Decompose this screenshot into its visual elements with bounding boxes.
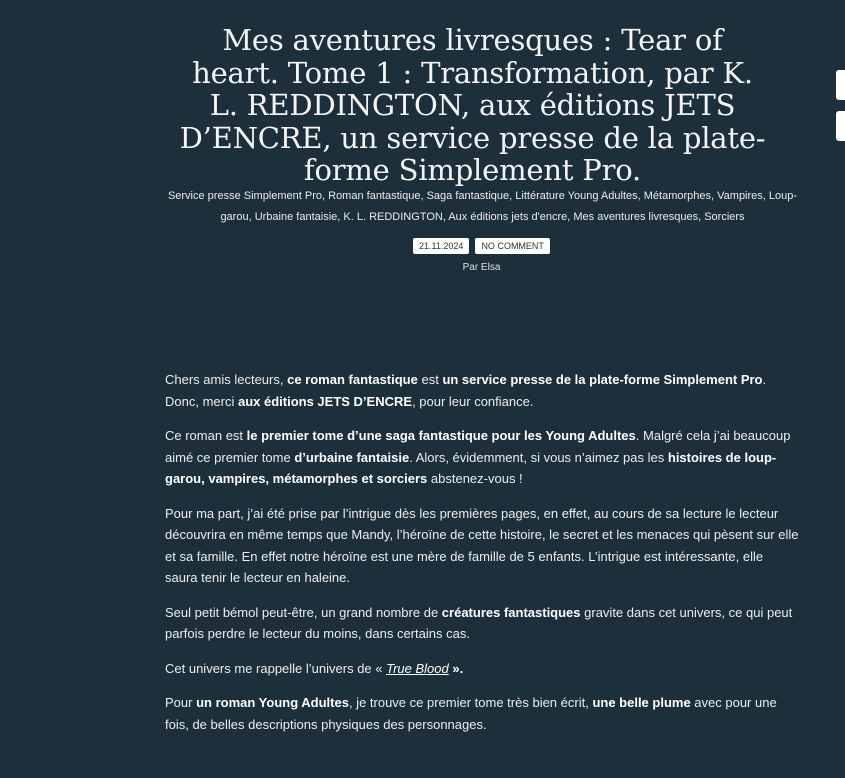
category-link[interactable]: Littérature Young Adultes xyxy=(515,190,638,202)
category-link[interactable]: Urbaine fantaisie xyxy=(254,211,338,223)
paragraph: Seul petit bémol peut-être, un grand nombre de créatures fantastiques gravite dans cet univers, ce qui peut parfois perdre le lecteur du moins, dans certains cas. xyxy=(165,604,793,641)
paragraph: Chers amis lecteurs, ce roman fantastique est un service presse de la plate-forme Simplement Pro. Donc, merci aux éditions JETS D’ENCRE, pour leur confiance. xyxy=(165,372,767,409)
category-link[interactable]: Service presse Simplement Pro xyxy=(167,190,322,202)
category-link[interactable]: Roman fantastique xyxy=(328,190,421,202)
post-content xyxy=(165,369,799,748)
category-link[interactable]: Mes aventures livresques xyxy=(573,211,699,223)
category-link[interactable]: Vampires xyxy=(717,190,763,202)
category-list: Service presse Simplement Pro, Roman fantastique, Saga fantastique, Littérature Young Adultes, Métamorphes, Vampires, Loup-garou, Urbaine fantaisie, K. L. REDDINGTON, Aux éditions jets d'encre, Mes aventures livresques, Sorciers xyxy=(167,190,798,223)
comments-badge[interactable]: NO COMMENT xyxy=(475,238,550,254)
paragraph: Ce roman est le premier tome d’une saga fantastique pour les Young Adultes. Malgré cela j’ai beaucoup aimé ce premier tome d’urbaine fantaisie. Alors, évidemment, si vous n’aimez pas les histoires de loup-garou, vampires, métamorphes et sorciers abstenez-vous ! xyxy=(165,428,791,486)
post-author: Par Elsa xyxy=(462,262,501,273)
date-badge[interactable]: 21.11.2024 xyxy=(413,238,469,254)
category-link[interactable]: Loup-garou xyxy=(220,190,798,223)
paragraph: Pour ma part, j’ai été prise par l’intrigue dès les premières pages, en effet, au cours de sa lecture le lecteur découvrira en même temps que Mandy, l’héroïne de cette histoire, le secret et les menaces qui pèsent sur elle et sa famille. En effet notre héroïne est une mère de famille de 5 enfants. L’intrigue est intéressante, elle saura tenir le lecteur en haleine. xyxy=(165,505,799,585)
category-link[interactable]: Saga fantastique xyxy=(426,190,510,202)
category-link[interactable]: K. L. REDDINGTON xyxy=(343,211,443,223)
true-blood-link[interactable]: True Blood xyxy=(386,660,449,676)
side-tab-top[interactable] xyxy=(836,70,845,100)
side-tab-bottom[interactable] xyxy=(836,111,845,141)
post-title: Mes aventures livresques : Tear of heart. Tome 1 : Transformation, par K. L. REDDINGTON, aux éditions JETS D’ENCRE, un service presse de la plate-forme Simplement Pro. xyxy=(179,23,766,187)
category-link[interactable]: Sorciers xyxy=(704,211,745,223)
post-meta xyxy=(0,238,845,254)
category-link[interactable]: Aux éditions jets d'encre xyxy=(448,211,568,223)
paragraph: Pour un roman Young Adultes, je trouve ce premier tome très bien écrit, une belle plume avec pour une fois, de belles descriptions physiques des personnages. xyxy=(165,695,777,732)
category-link[interactable]: Métamorphes xyxy=(643,190,712,202)
paragraph: Cet univers me rappelle l’univers de « True Blood ». xyxy=(165,660,464,676)
